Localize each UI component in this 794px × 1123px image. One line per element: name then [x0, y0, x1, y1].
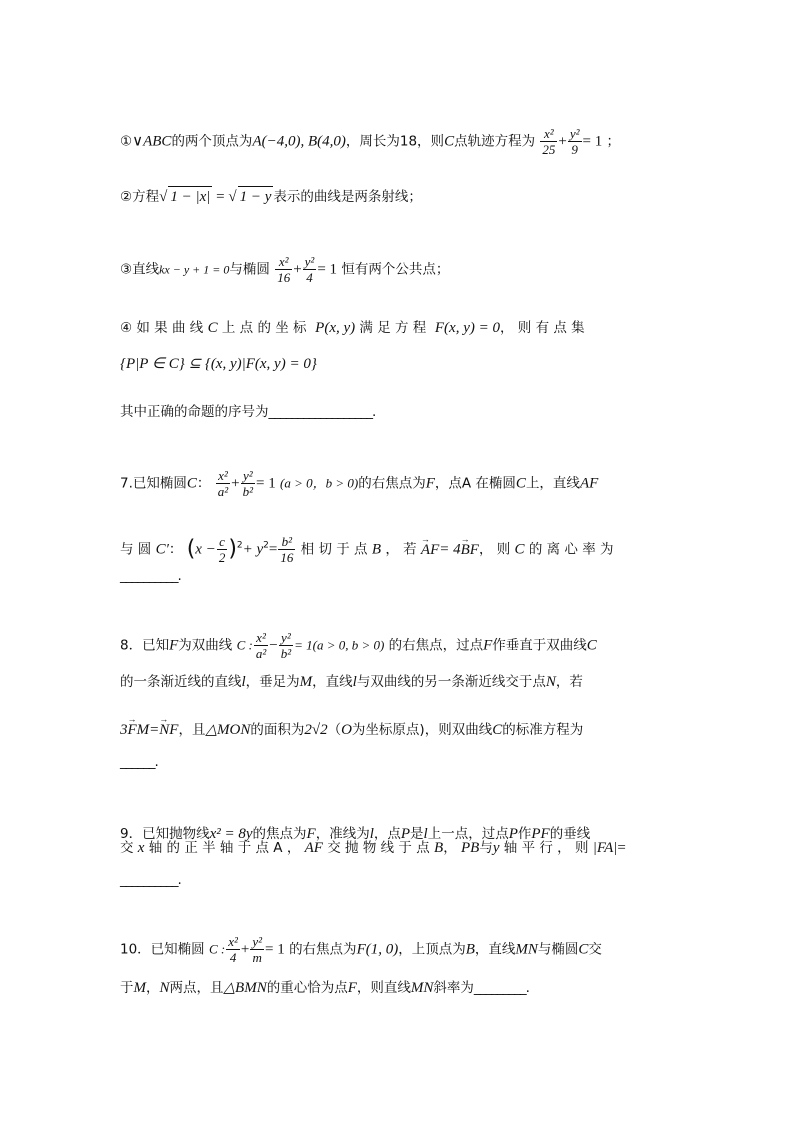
set-inclusion: {P|P ∈ C} ⊆ {(x, y)|F(x, y) = 0}	[120, 356, 317, 372]
fraction: $\frac{\text{y²}}{4}$	[304, 254, 315, 285]
fraction: $\frac{\text{x²}}{\text{a²}}$	[217, 468, 229, 499]
answer-blank[interactable]: __________________	[268, 404, 372, 420]
fraction: $\frac{\text{y²}}{9}$	[569, 126, 580, 157]
fraction: $\frac{c}{2}$	[218, 534, 226, 565]
sqrt-rhs: 1 − y	[238, 186, 274, 207]
fraction: $\frac{\text{y²}}{\text{b²}}$	[242, 468, 253, 499]
line-equation: kx − y + 1 = 0	[159, 262, 230, 277]
vertices: A(−4,0), B(4,0)	[252, 133, 346, 150]
question-9-line1: 9．已知抛物线x² = 8y的焦点为F，准线为l，点P是l上一点，过点P作PF的垂线	[120, 826, 591, 842]
triangle-name: ABC	[143, 133, 172, 150]
equation-f: F(x, y) = 0	[434, 320, 500, 336]
vector-af: → AF	[421, 540, 439, 560]
proposition-4-line2	[120, 354, 317, 374]
fraction: $\frac{\text{y²}}{\text{b²}}$	[280, 630, 292, 661]
text: 上 点 的 坐 标	[221, 320, 307, 336]
answer-blank[interactable]: __________	[120, 568, 178, 584]
triangle-bmn: △BMN	[223, 980, 267, 996]
triangle-mon: △MON	[205, 722, 251, 738]
question-8-line2: 的一条渐近线的直线l，垂足为M，直线l与双曲线的另一条渐近线交于点N，若	[120, 674, 583, 690]
question-9-line3: __________.	[120, 872, 182, 888]
question-number: 10．已知椭圆	[120, 941, 205, 958]
fraction: $\frac{\text{y²}}{m}$	[252, 934, 263, 965]
var-c: C	[207, 320, 218, 336]
parabola-equation: x² = 8y	[209, 826, 253, 842]
question-8-line1: 8．已知F为双曲线 C : $\frac{\text{x²}}{\text{a²}}$ − $\frac{\text{y²}}{\text{b²}}$ = 1(a > 0, b > 0) 的右焦点，过点F作垂直于双曲线C	[120, 630, 597, 661]
fraction: $\frac{\text{x²}}{25}$	[542, 126, 556, 157]
vector-bf: → BF	[461, 540, 479, 560]
sqrt-lhs: 1 − |x|	[168, 186, 212, 207]
equals-condition: = 1(a > 0, b > 0)	[294, 637, 385, 653]
punctuation: .	[372, 404, 377, 420]
var-c: C	[444, 133, 455, 150]
operator: +	[293, 261, 302, 278]
vector-nf: → NF	[159, 720, 178, 740]
answer-blank[interactable]: __________	[120, 872, 178, 888]
punctuation: ；	[606, 133, 621, 150]
equals-one: = 1	[265, 941, 285, 958]
answer-blank[interactable]: ______	[120, 754, 155, 770]
fraction: $\frac{\text{x²}}{4}$	[228, 934, 238, 965]
proposition-4-line1	[120, 318, 585, 338]
abs-fa: |FA|	[592, 840, 618, 856]
text: 表示的曲线是两条射线；	[273, 189, 422, 205]
fraction: $\frac{\text{x²}}{\text{a²}}$	[255, 630, 267, 661]
question-number: 8．已知	[120, 637, 170, 654]
text: ， 则 有 点 集	[499, 320, 585, 336]
focus-point: F(1, 0)	[356, 941, 399, 958]
text: 满 足 方 程	[359, 320, 427, 336]
point-p: P(x, y)	[315, 320, 356, 336]
fraction: $\frac{\text{b²}}{16}$	[280, 534, 294, 565]
fraction: $\frac{\text{x²}}{16}$	[277, 254, 291, 285]
var-c: C	[186, 475, 197, 492]
question-7-line1: 7.已知椭圆C： $\frac{\text{x²}}{\text{a²}}$ + $\frac{\text{y²}}{\text{b²}}$ = 1 (a > 0，b > 0)的右焦点为F，点A 在椭圆C上，直线AF	[120, 468, 599, 499]
text: ，周长为18，则	[345, 133, 445, 150]
equals-one: = 1	[255, 475, 276, 492]
question-10-line1: 10．已知椭圆 C : $\frac{\text{x²}}{4}$ + $\frac{\text{y²}}{m}$ = 1 的右焦点为F(1, 0)，上顶点为B，直线MN与椭圆C交	[120, 934, 602, 965]
text: 与椭圆	[229, 261, 270, 278]
vector-fm: → FM	[128, 720, 150, 740]
item-number: ③直线	[120, 261, 160, 278]
item-number: ①	[120, 133, 133, 150]
text: 其中正确的命题的序号为	[120, 404, 269, 420]
question-7-line2: 与 圆 C′： (x − $\frac{c}{2}$ )$^2+ y^2=$ $\frac{\text{b²}}{16}$ 相 切 于 点 B ， 若 → AF= 4→ BF， 则 C 的 离 心 率 为	[120, 534, 614, 565]
equals-one: = 1	[317, 261, 338, 278]
answer-blank[interactable]: _________	[473, 980, 526, 996]
circle-name: C′	[155, 541, 169, 558]
proposition-3	[120, 254, 449, 285]
item-number: ②方程	[120, 189, 160, 205]
triangle-symbol: ∨	[132, 133, 144, 150]
proposition-2: ②方程√ 1 − |x| = √ 1 − y 表示的曲线是两条射线；	[120, 186, 422, 207]
text: 的两个顶点为	[171, 133, 253, 150]
question-number: 9．已知抛物线	[120, 826, 210, 842]
equals-one: = 1	[582, 133, 603, 150]
equals: =	[212, 189, 229, 205]
question-8-line4: ______.	[120, 754, 159, 770]
answer-prompt	[120, 402, 376, 422]
question-10-line2: 于M，N两点，且△BMN的重心恰为点F，则直线MN斜率为_________.	[120, 980, 530, 996]
question-number: 7.已知椭圆	[120, 475, 187, 492]
question-7-line3: __________.	[120, 568, 182, 584]
proposition-1	[120, 126, 620, 157]
text: 点轨迹方程为	[454, 133, 536, 150]
condition: (a > 0，b > 0)	[280, 475, 359, 491]
area-value: 2√2	[304, 722, 328, 738]
question-8-line3: 3→ FM=→ NF，且△MON的面积为2√2（O为坐标原点)，则双曲线C的标准方程为	[120, 720, 583, 740]
text: ④ 如 果 曲 线	[120, 320, 204, 336]
text: 恒有两个公共点；	[341, 261, 450, 278]
question-9-line2: 交 x 轴 的 正 半 轴 于 点 A ， AF 交 抛 物 线 于 点 B， PB与y 轴 平 行 ， 则 |FA|=	[120, 840, 626, 856]
operator: +	[558, 133, 567, 150]
